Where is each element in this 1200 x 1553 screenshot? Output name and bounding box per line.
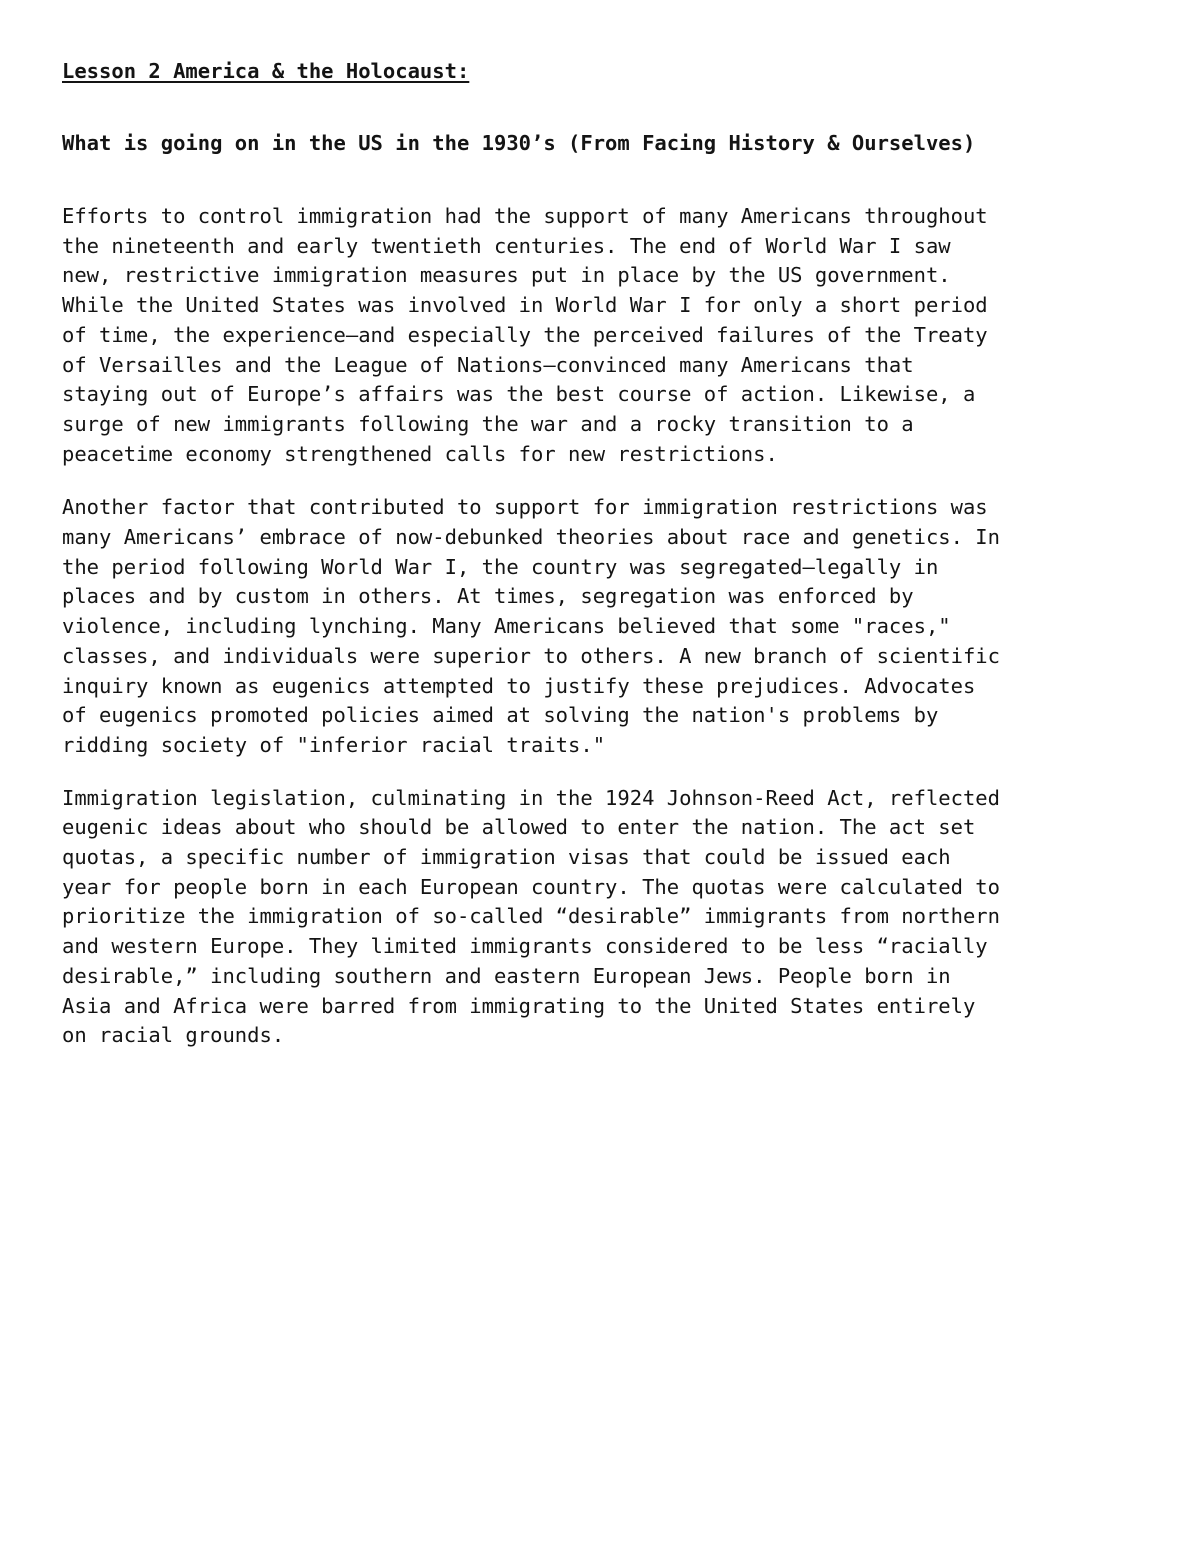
text-line: quotas, a specific number of immigration visas that could be issued each	[62, 845, 951, 870]
text-line: of eugenics promoted policies aimed at solving the nation's problems by	[62, 703, 939, 728]
text-line: Another factor that contributed to support for immigration restrictions was	[62, 495, 988, 520]
document-page	[62, 58, 1152, 1051]
text-line: staying out of Europe’s affairs was the best course of action. Likewise, a	[62, 382, 976, 407]
text-line: on racial grounds.	[62, 1023, 285, 1048]
text-line: Immigration legislation, culminating in the 1924 Johnson-Reed Act, reflected	[62, 785, 1000, 810]
text-line: Asia and Africa were barred from immigrating to the United States entirely	[62, 993, 976, 1018]
lesson-title: Lesson 2 America & the Holocaust:	[62, 59, 470, 83]
text-line: surge of new immigrants following the war and a rocky transition to a	[62, 411, 914, 436]
text-line: places and by custom in others. At times, segregation was enforced by	[62, 584, 914, 609]
paragraph-johnson-reed-act	[62, 784, 1152, 1051]
section-heading: What is going on in the US in the 1930’s (From Facing History & Ourselves)	[62, 131, 976, 155]
text-line: inquiry known as eugenics attempted to justify these prejudices. Advocates	[62, 673, 976, 698]
text-line: eugenic ideas about who should be allowed to enter the nation. The act set	[62, 815, 976, 840]
text-line: and western Europe. They limited immigrants considered to be less “racially	[62, 934, 988, 959]
text-line: the nineteenth and early twentieth centuries. The end of World War I saw	[62, 233, 951, 258]
text-line: many Americans’ embrace of now-debunked theories about race and genetics. In	[62, 525, 1000, 550]
paragraph-immigration-control	[62, 202, 1152, 469]
text-line: violence, including lynching. Many Americans believed that some "races,"	[62, 614, 951, 639]
text-line: the period following World War I, the country was segregated—legally in	[62, 554, 939, 579]
text-line: classes, and individuals were superior to others. A new branch of scientific	[62, 643, 1000, 668]
text-line: ridding society of "inferior racial traits."	[62, 732, 606, 757]
text-line: year for people born in each European country. The quotas were calculated to	[62, 874, 1000, 899]
text-line: While the United States was involved in World War I for only a short period	[62, 293, 988, 318]
text-line: of time, the experience—and especially the perceived failures of the Treaty	[62, 322, 988, 347]
text-line: new, restrictive immigration measures put in place by the US government.	[62, 263, 951, 288]
text-line: peacetime economy strengthened calls for new restrictions.	[62, 441, 778, 466]
text-line: of Versailles and the League of Nations—convinced many Americans that	[62, 352, 914, 377]
text-line: prioritize the immigration of so-called “desirable” immigrants from northern	[62, 904, 1000, 929]
text-line: Efforts to control immigration had the support of many Americans throughout	[62, 204, 988, 228]
paragraph-eugenics	[62, 493, 1152, 760]
text-line: desirable,” including southern and eastern European Jews. People born in	[62, 963, 951, 988]
